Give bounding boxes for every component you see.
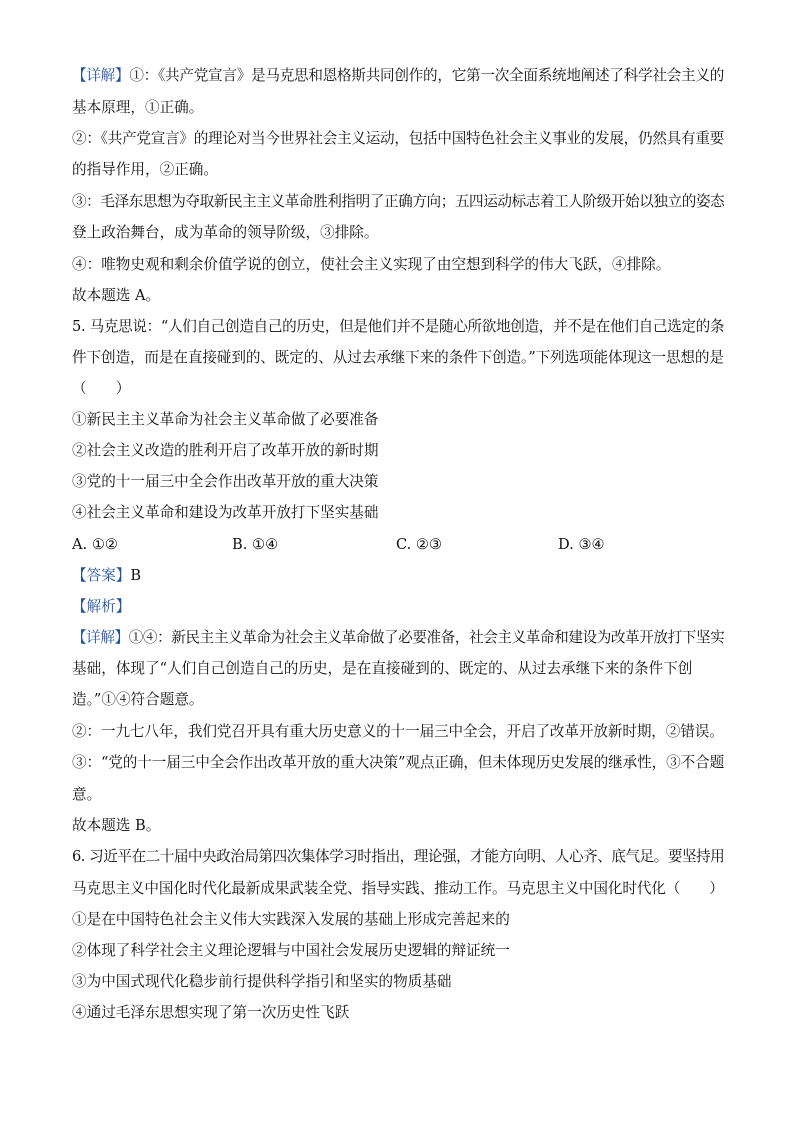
q5-stem-line-2: 件下创造，而是在直接碰到的、既定的、从过去承继下来的条件下创造。”下列选项能体现这一思想的是 (72, 349, 724, 366)
q5-detail-line-3: 造。”①④符合题意。 (72, 691, 204, 708)
q4-detail-line-4: 的指导作用，②正确。 (72, 161, 218, 178)
detail-tag: 【详解】 (72, 629, 129, 646)
q6-item-3: ③为中国式现代化稳步前行提供科学指引和坚实的物质基础 (72, 973, 452, 990)
q4-conclusion: 故本题选 A。 (72, 287, 161, 304)
q5-choice-a: A. ①② (72, 536, 118, 553)
answer-value: B (130, 567, 142, 584)
q4-detail-line-1: 【详解】①：《共产党宣言》是马克思和恩格斯共同创作的，它第一次全面系统地阐述了科学社会主义的 (72, 67, 725, 84)
q5-item-1: ①新民主主义革命为社会主义革命做了必要准备 (72, 411, 379, 428)
q5-choice-c: C. ②③ (396, 536, 443, 553)
q4-detail-line-5: ③：毛泽东思想为夺取新民主主义革命胜利指明了正确方向；五四运动标志着工人阶级开始以独立的姿态 (72, 193, 725, 210)
q4-detail-line-2: 基本原理，①正确。 (72, 99, 204, 116)
q5-choice-b: B. ①④ (232, 536, 279, 553)
q4-detail-line-3: ②：《共产党宣言》的理论对当今世界社会主义运动，包括中国特色社会主义事业的发展，仍然具有重要 (72, 130, 725, 147)
answer-tag: 【答案】 (72, 567, 131, 584)
q5-detail-line-2: 基础，体现了“人们自己创造自己的历史，是在直接碰到的、既定的、从过去承继下来的条件下创 (72, 660, 693, 677)
q5-detail-line-1: 【详解】①④：新民主主义革命为社会主义革命做了必要准备，社会主义革命和建设为改革开放打下坚实 (72, 629, 725, 646)
q6-stem-line-1: 6. 习近平在二十届中央政治局第四次集体学习时指出，理论强，才能方向明、人心齐、底气足。要坚持用 (72, 848, 725, 865)
q6-item-1: ①是在中国特色社会主义伟大实践深入发展的基础上形成完善起来的 (72, 911, 510, 928)
q5-choice-d: D. ③④ (558, 536, 605, 553)
q5-answer (72, 566, 724, 586)
analysis-tag: 【解析】 (72, 598, 131, 615)
q5-detail-line-4: ②：一九七八年，我们党召开具有重大历史意义的十一届三中全会，开启了改革开放新时期，②错误。 (72, 723, 724, 740)
q5-analysis-heading (72, 597, 724, 617)
q5-detail-line-6: 意。 (72, 786, 102, 803)
q4-detail-line-6: 登上政治舞台，成为革命的领导阶级，③排除。 (72, 224, 379, 241)
q5-stem-line-3: （ ） (72, 380, 131, 397)
q5-conclusion: 故本题选 B。 (72, 817, 161, 834)
q5-item-3: ③党的十一届三中全会作出改革开放的重大决策 (72, 473, 379, 490)
q5-item-4: ④社会主义革命和建设为改革开放打下坚实基础 (72, 504, 379, 521)
q4-detail-line-7: ④：唯物史观和剩余价值学说的创立，使社会主义实现了由空想到科学的伟大飞跃，④排除。 (72, 256, 671, 273)
detail-tag: 【详解】 (72, 67, 130, 84)
q5-item-2: ②社会主义改造的胜利开启了改革开放的新时期 (72, 442, 379, 459)
q6-stem-line-2: 马克思主义中国化时代化最新成果武装全党、指导实践、推动工作。马克思主义中国化时代化（ ） (72, 880, 724, 897)
q5-detail-line-5: ③：“党的十一届三中全会作出改革开放的重大决策”观点正确，但未体现历史发展的继承性，③不合题 (72, 754, 725, 771)
q6-item-2: ②体现了科学社会主义理论逻辑与中国社会发展历史逻辑的辩证统一 (72, 942, 510, 959)
q5-stem-line-1: 5. 马克思说：“人们自己创造自己的历史，但是他们并不是随心所欲地创造，并不是在他们自己选定的条 (72, 318, 725, 335)
q6-item-4: ④通过毛泽东思想实现了第一次历史性飞跃 (72, 1004, 350, 1021)
